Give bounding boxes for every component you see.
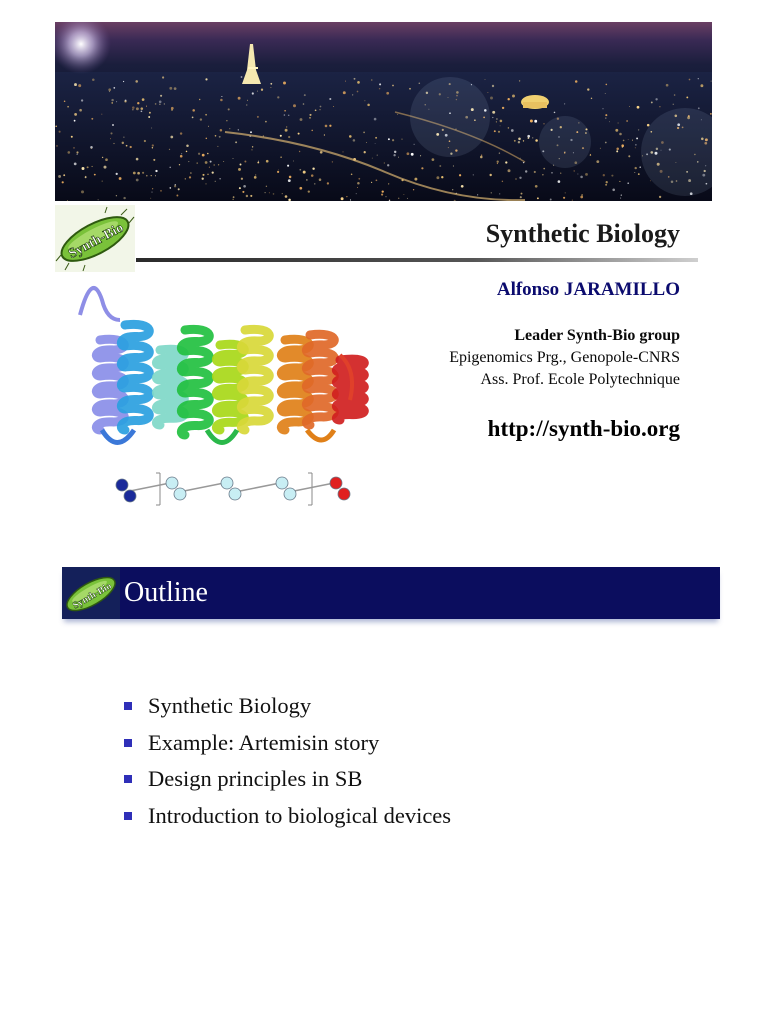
protein-helix-illustration — [72, 280, 392, 510]
square-bullet-icon — [124, 812, 132, 820]
website-url[interactable]: http://synth-bio.org — [487, 416, 680, 441]
square-bullet-icon — [124, 702, 132, 710]
author-name: Alfonso JARAMILLO — [496, 279, 680, 300]
square-bullet-icon — [124, 739, 132, 747]
svg-text:Synth-Bio: Synth-Bio — [70, 580, 114, 612]
outline-bullet-list — [124, 688, 451, 834]
list-item — [124, 688, 451, 725]
square-bullet-icon — [124, 775, 132, 783]
title-underline-rule — [136, 258, 698, 262]
bullet-text: Example: Artemisin story — [148, 729, 380, 755]
affiliation-line-1: Leader Synth-Bio group — [514, 327, 680, 344]
affiliation-line-2: Epigenomics Prg., Genopole-CNRS — [449, 349, 680, 366]
bullet-text: Introduction to biological devices — [148, 802, 452, 828]
list-item — [124, 798, 451, 835]
synth-bio-logo-small — [62, 567, 120, 619]
slide1-title: Synthetic Biology — [485, 219, 680, 248]
list-item — [124, 761, 451, 798]
list-item — [124, 725, 451, 762]
paris-night-banner-image — [55, 22, 712, 201]
slide2-title: Outline — [124, 577, 208, 608]
city-skyline-graphic — [55, 22, 712, 201]
bullet-text: Design principles in SB — [148, 766, 363, 792]
affiliation-line-3: Ass. Prof. Ecole Polytechnique — [480, 371, 680, 388]
svg-text:Synth-Bio: Synth-Bio — [66, 220, 127, 262]
synth-bio-logo — [55, 205, 135, 272]
bullet-text: Synthetic Biology — [148, 693, 312, 719]
